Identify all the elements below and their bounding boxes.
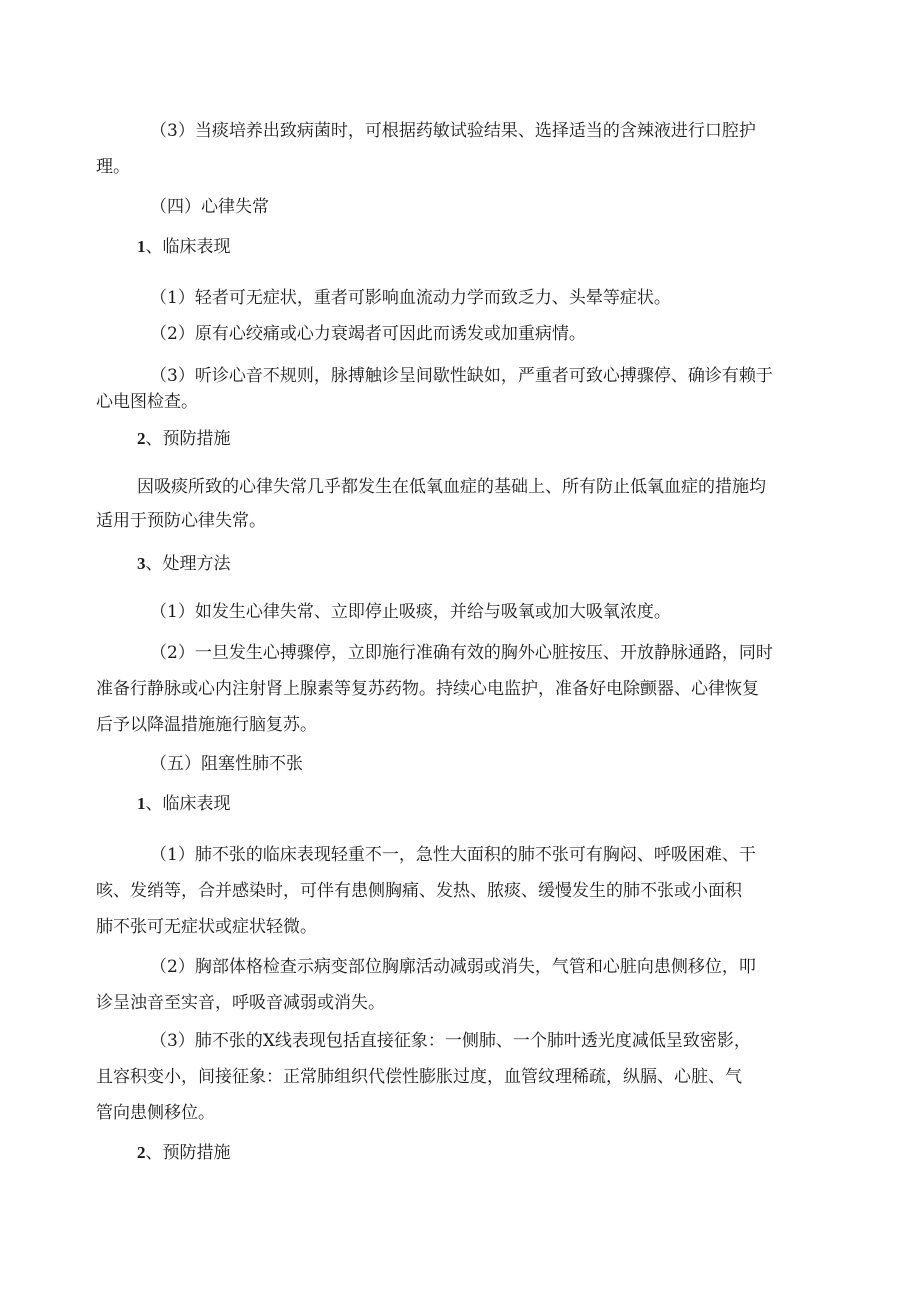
paragraph-line: （3）当痰培养出致病菌时，可根据药敏试验结果、选择适当的含辣液进行口腔护 xyxy=(150,121,756,141)
subsection-title: 、临床表现 xyxy=(145,794,231,814)
subsection-title: 、预防措施 xyxy=(145,429,231,449)
subsection-heading xyxy=(137,427,231,451)
paragraph-line: 心电图检查。 xyxy=(96,392,198,412)
paragraph-line: （2）胸部体格检查示病变部位胸廓活动减弱或消失，气管和心脏向患侧移位，叩 xyxy=(150,957,756,977)
paragraph-line: 因吸痰所致的心律失常几乎都发生在低氧血症的基础上、所有防止低氧血症的措施均 xyxy=(137,477,766,497)
paragraph-line: 管向患侧移位。 xyxy=(96,1103,215,1123)
paragraph-line: （1）肺不张的临床表现轻重不一，急性大面积的肺不张可有胸闷、呼吸困难、干 xyxy=(150,845,756,865)
paragraph-line: （2）一旦发生心搏骤停，立即施行准确有效的胸外心脏按压、开放静脉通路，同时 xyxy=(150,643,773,663)
subsection-number: 2 xyxy=(137,1143,146,1162)
subsection-heading xyxy=(137,792,231,816)
paragraph-line: 咳、发绡等，合并感染时，可伴有患侧胸痛、发热、脓痰、缓慢发生的肺不张或小面积 xyxy=(96,881,742,901)
paragraph-line: 适用于预防心律失常。 xyxy=(96,511,266,531)
subsection-number: 1 xyxy=(137,237,146,256)
paragraph-line: 准备行静脉或心内注射肾上腺素等复苏药物。持续心电监护，准备好电除颤器、心律恢复 xyxy=(96,679,759,699)
subsection-number: 2 xyxy=(137,429,146,448)
subsection-number: 3 xyxy=(137,554,146,573)
subsection-title: 、处理方法 xyxy=(145,554,231,574)
paragraph-line: 后予以降温措施施行脑复苏。 xyxy=(96,715,317,735)
paragraph-line: 诊呈浊音至实音，呼吸音减弱或消失。 xyxy=(96,993,385,1013)
subsection-heading xyxy=(137,235,231,259)
subsection-title: 、预防措施 xyxy=(145,1143,231,1163)
paragraph-line: 且容积变小，间接征象：正常肺组织代偿性膨胀过度，血管纹理稀疏，纵膈、心脏、气 xyxy=(96,1067,742,1087)
section-heading: （四）心律失常 xyxy=(150,197,269,217)
paragraph-line: （2）原有心绞痛或心力衰竭者可因此而诱发或加重病情。 xyxy=(150,324,586,344)
paragraph-line: （1）轻者可无症状，重者可影响血流动力学而致乏力、头晕等症状。 xyxy=(150,288,671,308)
subsection-heading xyxy=(137,1141,231,1165)
paragraph-line: （3）肺不张的X线表现包括直接征象：一侧肺、一个肺叶透光度减低呈致密影， xyxy=(150,1031,751,1051)
subsection-heading xyxy=(137,552,231,576)
subsection-title: 、临床表现 xyxy=(145,237,231,257)
section-heading: （五）阻塞性肺不张 xyxy=(150,754,303,774)
paragraph-line: 理。 xyxy=(96,157,130,177)
paragraph-line: 肺不张可无症状或症状轻微。 xyxy=(96,917,317,937)
subsection-number: 1 xyxy=(137,794,146,813)
paragraph-line: （3）听诊心音不规则，脉搏触诊呈间歇性缺如，严重者可致心搏骤停、确诊有赖于 xyxy=(150,366,773,386)
paragraph-line: （1）如发生心律失常、立即停止吸痰，并给与吸氧或加大吸氧浓度。 xyxy=(150,602,671,622)
